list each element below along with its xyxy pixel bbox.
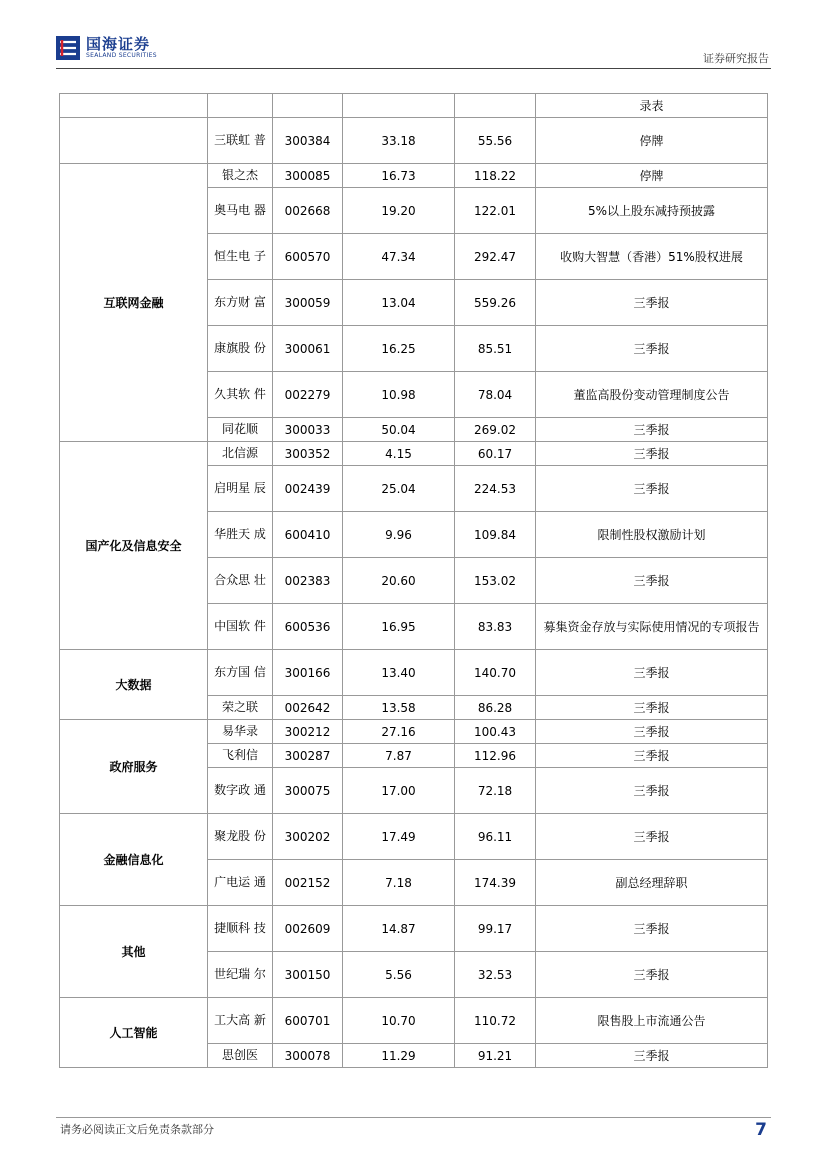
code-cell: 300150 <box>273 952 343 998</box>
name-cell: 恒生电 子 <box>208 234 273 280</box>
code-cell: 300033 <box>273 418 343 442</box>
name-cell: 康旗股 份 <box>208 326 273 372</box>
table-row <box>60 720 768 744</box>
category-cell: 人工智能 <box>60 998 208 1068</box>
name-cell: 奥马电 器 <box>208 188 273 234</box>
price-cell: 50.04 <box>343 418 455 442</box>
price-cell: 11.29 <box>343 1044 455 1068</box>
category-cell <box>60 94 208 118</box>
cap-cell: 78.04 <box>455 372 536 418</box>
category-cell <box>60 118 208 164</box>
event-cell: 停牌 <box>536 118 768 164</box>
event-cell: 收购大智慧（香港）51%股权进展 <box>536 234 768 280</box>
code-cell: 300384 <box>273 118 343 164</box>
code-cell: 300061 <box>273 326 343 372</box>
name-cell: 中国软 件 <box>208 604 273 650</box>
cap-cell: 60.17 <box>455 442 536 466</box>
brand-logo <box>56 36 157 60</box>
code-cell: 300166 <box>273 650 343 696</box>
cap-cell: 112.96 <box>455 744 536 768</box>
price-cell <box>343 94 455 118</box>
price-cell: 7.87 <box>343 744 455 768</box>
table-row <box>60 906 768 952</box>
price-cell: 9.96 <box>343 512 455 558</box>
cap-cell: 269.02 <box>455 418 536 442</box>
name-cell: 思创医 <box>208 1044 273 1068</box>
event-cell: 三季报 <box>536 744 768 768</box>
name-cell: 易华录 <box>208 720 273 744</box>
name-cell: 东方国 信 <box>208 650 273 696</box>
code-cell: 300075 <box>273 768 343 814</box>
code-cell: 300085 <box>273 164 343 188</box>
price-cell: 20.60 <box>343 558 455 604</box>
event-cell: 三季报 <box>536 1044 768 1068</box>
event-cell: 三季报 <box>536 326 768 372</box>
price-cell: 13.40 <box>343 650 455 696</box>
price-cell: 4.15 <box>343 442 455 466</box>
cap-cell: 559.26 <box>455 280 536 326</box>
event-cell: 三季报 <box>536 952 768 998</box>
cap-cell: 85.51 <box>455 326 536 372</box>
event-cell: 三季报 <box>536 814 768 860</box>
table-row <box>60 650 768 696</box>
table-row <box>60 118 768 164</box>
name-cell: 启明星 辰 <box>208 466 273 512</box>
table-row <box>60 94 768 118</box>
cap-cell: 118.22 <box>455 164 536 188</box>
code-cell: 002642 <box>273 696 343 720</box>
price-cell: 17.00 <box>343 768 455 814</box>
name-cell: 工大高 新 <box>208 998 273 1044</box>
name-cell <box>208 94 273 118</box>
name-cell: 捷顺科 技 <box>208 906 273 952</box>
event-cell: 限制性股权激励计划 <box>536 512 768 558</box>
price-cell: 5.56 <box>343 952 455 998</box>
name-cell: 华胜天 成 <box>208 512 273 558</box>
name-cell: 荣之联 <box>208 696 273 720</box>
cap-cell: 83.83 <box>455 604 536 650</box>
cap-cell: 32.53 <box>455 952 536 998</box>
price-cell: 25.04 <box>343 466 455 512</box>
name-cell: 聚龙股 份 <box>208 814 273 860</box>
name-cell: 广电运 通 <box>208 860 273 906</box>
table-row <box>60 442 768 466</box>
footer-disclaimer: 请务必阅读正文后免责条款部分 <box>60 1123 214 1136</box>
header-divider <box>56 68 771 69</box>
cap-cell: 100.43 <box>455 720 536 744</box>
price-cell: 16.73 <box>343 164 455 188</box>
table-row <box>60 164 768 188</box>
table-body <box>60 94 768 1068</box>
cap-cell: 96.11 <box>455 814 536 860</box>
cap-cell: 109.84 <box>455 512 536 558</box>
name-cell: 飞利信 <box>208 744 273 768</box>
name-cell: 三联虹 普 <box>208 118 273 164</box>
price-cell: 16.25 <box>343 326 455 372</box>
table-row <box>60 814 768 860</box>
cap-cell: 99.17 <box>455 906 536 952</box>
code-cell: 002279 <box>273 372 343 418</box>
event-cell: 限售股上市流通公告 <box>536 998 768 1044</box>
price-cell: 13.04 <box>343 280 455 326</box>
event-cell: 董监高股份变动管理制度公告 <box>536 372 768 418</box>
price-cell: 47.34 <box>343 234 455 280</box>
code-cell: 600536 <box>273 604 343 650</box>
code-cell: 300202 <box>273 814 343 860</box>
cap-cell: 153.02 <box>455 558 536 604</box>
stock-events-table <box>59 93 768 1068</box>
event-cell: 副总经理辞职 <box>536 860 768 906</box>
price-cell: 19.20 <box>343 188 455 234</box>
event-cell: 三季报 <box>536 696 768 720</box>
category-cell: 大数据 <box>60 650 208 720</box>
code-cell: 002152 <box>273 860 343 906</box>
name-cell: 数字政 通 <box>208 768 273 814</box>
name-cell: 同花顺 <box>208 418 273 442</box>
name-cell: 合众思 壮 <box>208 558 273 604</box>
cap-cell: 292.47 <box>455 234 536 280</box>
event-cell: 三季报 <box>536 280 768 326</box>
cap-cell: 224.53 <box>455 466 536 512</box>
event-cell: 停牌 <box>536 164 768 188</box>
code-cell: 300078 <box>273 1044 343 1068</box>
cap-cell <box>455 94 536 118</box>
code-cell: 300287 <box>273 744 343 768</box>
code-cell <box>273 94 343 118</box>
brand-name-cn: 国海证券 <box>86 35 151 53</box>
code-cell: 002609 <box>273 906 343 952</box>
code-cell: 300059 <box>273 280 343 326</box>
report-type: 证券研究报告 <box>703 52 769 65</box>
cap-cell: 174.39 <box>455 860 536 906</box>
event-cell: 募集资金存放与实际使用情况的专项报告 <box>536 604 768 650</box>
event-cell: 三季报 <box>536 558 768 604</box>
price-cell: 16.95 <box>343 604 455 650</box>
price-cell: 27.16 <box>343 720 455 744</box>
code-cell: 300352 <box>273 442 343 466</box>
code-cell: 600570 <box>273 234 343 280</box>
event-cell: 三季报 <box>536 650 768 696</box>
event-cell: 三季报 <box>536 768 768 814</box>
cap-cell: 140.70 <box>455 650 536 696</box>
name-cell: 北信源 <box>208 442 273 466</box>
table-row <box>60 998 768 1044</box>
price-cell: 14.87 <box>343 906 455 952</box>
footer-divider <box>56 1117 771 1118</box>
event-cell: 三季报 <box>536 418 768 442</box>
category-cell: 互联网金融 <box>60 164 208 442</box>
event-cell: 三季报 <box>536 442 768 466</box>
code-cell: 002439 <box>273 466 343 512</box>
category-cell: 政府服务 <box>60 720 208 814</box>
price-cell: 10.98 <box>343 372 455 418</box>
event-cell: 三季报 <box>536 906 768 952</box>
cap-cell: 122.01 <box>455 188 536 234</box>
price-cell: 10.70 <box>343 998 455 1044</box>
name-cell: 久其软 件 <box>208 372 273 418</box>
cap-cell: 55.56 <box>455 118 536 164</box>
code-cell: 600410 <box>273 512 343 558</box>
price-cell: 13.58 <box>343 696 455 720</box>
category-cell: 国产化及信息安全 <box>60 442 208 650</box>
category-cell: 其他 <box>60 906 208 998</box>
price-cell: 33.18 <box>343 118 455 164</box>
event-cell: 三季报 <box>536 466 768 512</box>
code-cell: 002668 <box>273 188 343 234</box>
price-cell: 7.18 <box>343 860 455 906</box>
event-cell: 5%以上股东减持预披露 <box>536 188 768 234</box>
cap-cell: 86.28 <box>455 696 536 720</box>
event-cell: 三季报 <box>536 720 768 744</box>
code-cell: 600701 <box>273 998 343 1044</box>
event-cell: 录表 <box>536 94 768 118</box>
cap-cell: 91.21 <box>455 1044 536 1068</box>
category-cell: 金融信息化 <box>60 814 208 906</box>
page-number: 7 <box>755 1120 767 1140</box>
price-cell: 17.49 <box>343 814 455 860</box>
code-cell: 300212 <box>273 720 343 744</box>
name-cell: 世纪瑞 尔 <box>208 952 273 998</box>
brand-name-en: SEALAND SECURITIES <box>86 52 157 59</box>
name-cell: 东方财 富 <box>208 280 273 326</box>
sealand-logo-icon <box>56 36 80 60</box>
cap-cell: 110.72 <box>455 998 536 1044</box>
name-cell: 银之杰 <box>208 164 273 188</box>
code-cell: 002383 <box>273 558 343 604</box>
cap-cell: 72.18 <box>455 768 536 814</box>
